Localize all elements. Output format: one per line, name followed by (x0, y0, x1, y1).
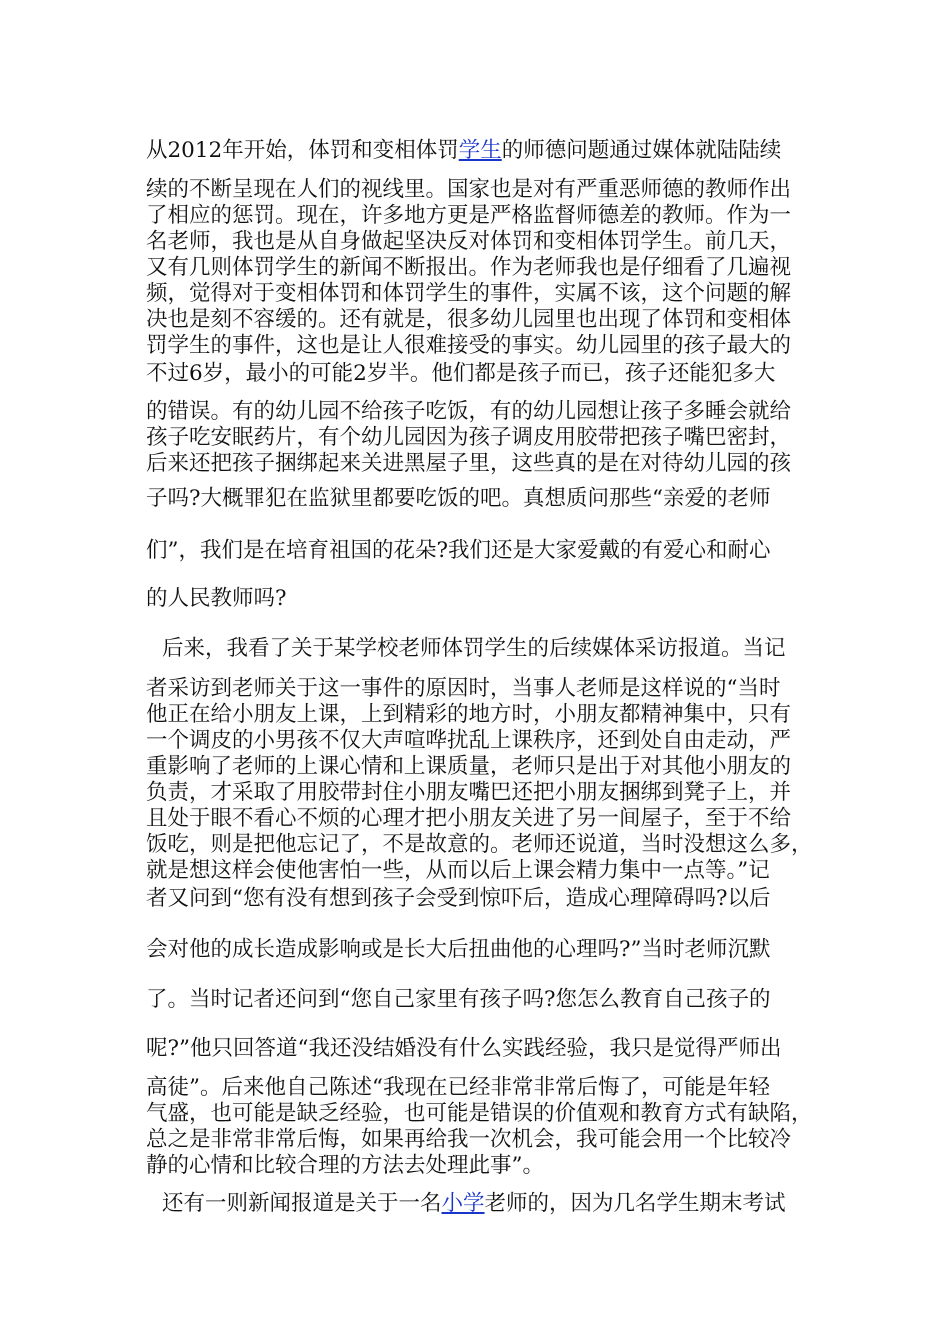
text-run: 老师的，因为几名学生期末考试 (484, 1191, 786, 1216)
text-line: 了相应的惩罚。现在，许多地方更是严格监督师德差的教师。作为一 (146, 203, 792, 228)
text-line: 呢?”他只回答道“我还没结婚没有什么实践经验，我只是觉得严师出 (146, 1036, 782, 1061)
text-line: 决也是刻不容缓的。还有就是，很多幼儿园里也出现了体罚和变相体 (146, 307, 792, 332)
text-run: 从2012年开始，体罚和变相体罚 (146, 138, 459, 163)
text-line: 的人民教师吗? (146, 586, 287, 611)
text-line: 且处于眼不看心不烦的心理才把小朋友关进了另一间屋子，至于不给 (146, 806, 792, 831)
hyperlink-primary-school[interactable]: 小学 (441, 1191, 485, 1216)
text-line: 后来还把孩子捆绑起来关进黑屋子里，这些真的是在对待幼儿园的孩 (146, 451, 792, 476)
text-line: 孩子吃安眠药片，有个幼儿园因为孩子调皮用胶带把孩子嘴巴密封， (146, 425, 792, 450)
text-line: 了。当时记者还问到“您自己家里有孩子吗?您怎么教育自己孩子的 (146, 987, 771, 1012)
text-line: 就是想这样会使他害怕一些，从而以后上课会精力集中一点等。”记 (146, 858, 770, 883)
text-line: 的错误。有的幼儿园不给孩子吃饭，有的幼儿园想让孩子多睡会就给 (146, 399, 792, 424)
hyperlink-student[interactable]: 学生 (458, 138, 502, 163)
text-line: 又有几则体罚学生的新闻不断报出。作为老师我也是仔细看了几遍视 (146, 255, 792, 280)
text-line: 一个调皮的小男孩不仅大声喧哗扰乱上课秩序，还到处自由走动，严 (146, 728, 792, 753)
text-line: 气盛，也可能是缺乏经验，也可能是错误的价值观和教育方式有缺陷， (146, 1101, 813, 1126)
text-line: 子吗?大概罪犯在监狱里都要吃饭的吧。真想质问那些“亲爱的老师 (146, 486, 771, 511)
text-line: 会对他的成长造成影响或是长大后扭曲他的心理吗?”当时老师沉默 (146, 937, 771, 962)
text-line: 频，觉得对于变相体罚和体罚学生的事件，实属不该，这个问题的解 (146, 281, 792, 306)
text-line: 续的不断呈现在人们的视线里。国家也是对有严重恶师德的教师作出 (146, 177, 792, 202)
text-line: 负责，才采取了用胶带封住小朋友嘴巴还把小朋友捆绑到凳子上，并 (146, 780, 792, 805)
text-line: 重影响了老师的上课心情和上课质量，老师只是出于对其他小朋友的 (146, 754, 792, 779)
paragraph-start-line (162, 1191, 822, 1217)
text-line: 们”，我们是在培育祖国的花朵?我们还是大家爱戴的有爱心和耐心 (146, 538, 771, 563)
text-run: 还有一则新闻报道是关于一名 (162, 1191, 442, 1216)
text-line: 他正在给小朋友上课，上到精彩的地方时，小朋友都精神集中，只有 (146, 702, 792, 727)
text-run: 的师德问题通过媒体就陆陆续 (501, 138, 782, 163)
text-line: 者采访到老师关于这一事件的原因时，当事人老师是这样说的“当时 (146, 676, 781, 701)
text-line: 不过6岁，最小的可能2岁半。他们都是孩子而已，孩子还能犯多大 (146, 361, 776, 386)
text-line: 高徒”。后来他自己陈述“我现在已经非常非常后悔了，可能是年轻 (146, 1075, 770, 1100)
text-line: 静的心情和比较合理的方法去处理此事”。 (146, 1153, 544, 1178)
text-line: 名老师，我也是从自身做起坚决反对体罚和变相体罚学生。前几天， (146, 229, 792, 254)
text-line: 饭吃，则是把他忘记了，不是故意的。老师还说道，当时没想这么多， (146, 832, 813, 857)
paragraph-start-line: 后来，我看了关于某学校老师体罚学生的后续媒体采访报道。当记 (162, 636, 786, 661)
text-line: 总之是非常非常后悔，如果再给我一次机会，我可能会用一个比较冷 (146, 1127, 792, 1152)
text-line (146, 138, 806, 164)
text-line: 罚学生的事件，这也是让人很难接受的事实。幼儿园里的孩子最大的 (146, 333, 792, 358)
text-line: 者又问到“您有没有想到孩子会受到惊吓后，造成心理障碍吗?以后 (146, 886, 771, 911)
